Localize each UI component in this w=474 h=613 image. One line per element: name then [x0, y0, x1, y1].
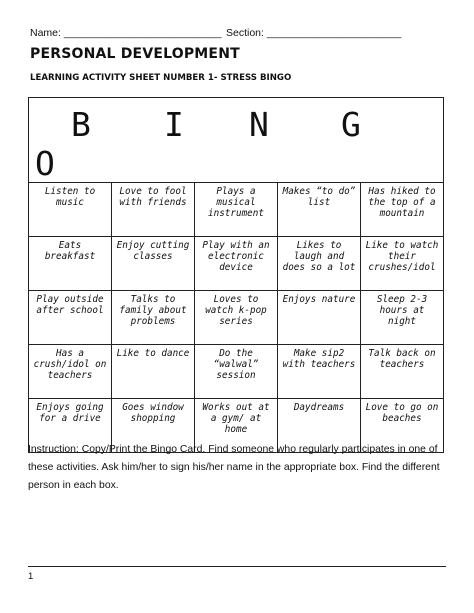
bingo-row: [29, 345, 444, 399]
bingo-cell-text: Love to fool with friends: [119, 186, 187, 208]
page-subtitle: LEARNING ACTIVITY SHEET NUMBER 1- STRESS BINGO: [30, 73, 292, 83]
bingo-cell-text: Plays a musical instrument: [208, 186, 264, 219]
bingo-cell-text: Talks to family about problems: [119, 294, 187, 327]
footer-divider: [28, 566, 446, 567]
bingo-cell-text: Listen to music: [44, 186, 96, 208]
bingo-cell[interactable]: [278, 237, 361, 291]
bingo-cell-text: Enjoys nature: [282, 294, 356, 305]
bingo-cell-text: Sleep 2-3 hours at night: [376, 294, 428, 327]
bingo-row: [29, 237, 444, 291]
bingo-cell[interactable]: [361, 183, 444, 237]
bingo-cell[interactable]: [29, 345, 112, 399]
bingo-cell-text: Has a crush/idol on teachers: [33, 348, 107, 381]
bingo-cell-text: Eats breakfast: [44, 240, 96, 262]
bingo-header: [29, 98, 444, 183]
bingo-cell-text: Play with an electronic device: [202, 240, 270, 273]
bingo-cell-text: Works out at a gym/ at home: [202, 402, 270, 435]
name-field: Name: ___________________________: [30, 27, 222, 39]
bingo-cell[interactable]: [195, 345, 278, 399]
bingo-cell[interactable]: [29, 183, 112, 237]
bingo-cell[interactable]: [195, 237, 278, 291]
bingo-cell-text: Makes “to do” list: [282, 186, 356, 208]
bingo-cell[interactable]: [112, 183, 195, 237]
bingo-cell-text: Like to watch their crushes/idol: [365, 240, 439, 273]
bingo-cell-text: Like to dance: [116, 348, 190, 359]
bingo-cell-text: Enjoys going for a drive: [36, 402, 104, 424]
bingo-cell-text: Do the “walwal” session: [213, 348, 259, 381]
bingo-cell[interactable]: [361, 345, 444, 399]
bingo-cell-text: Has hiked to the top of a mountain: [368, 186, 436, 219]
bingo-letter-o: O: [35, 144, 55, 183]
bingo-letter-b: B: [71, 105, 91, 144]
bingo-cell-text: Daydreams: [293, 402, 345, 413]
bingo-cell-text: Love to go on beaches: [365, 402, 439, 424]
bingo-cell[interactable]: [361, 291, 444, 345]
bingo-row: [29, 291, 444, 345]
bingo-cell[interactable]: [278, 291, 361, 345]
bingo-cell-text: Make sip2 with teachers: [282, 348, 356, 370]
bingo-cell[interactable]: [278, 345, 361, 399]
bingo-letter-g: G: [341, 105, 361, 144]
bingo-cell-text: Likes to laugh and does so a lot: [282, 240, 356, 273]
bingo-cell[interactable]: [29, 291, 112, 345]
bingo-cell[interactable]: [278, 183, 361, 237]
bingo-cell[interactable]: [195, 291, 278, 345]
bingo-cell[interactable]: [112, 345, 195, 399]
bingo-row: [29, 183, 444, 237]
bingo-cell-text: Goes window shopping: [122, 402, 184, 424]
bingo-cell[interactable]: [361, 237, 444, 291]
bingo-cell-text: Loves to watch k-pop series: [205, 294, 267, 327]
bingo-cell[interactable]: [195, 183, 278, 237]
page-title: PERSONAL DEVELOPMENT: [30, 46, 240, 62]
bingo-cell[interactable]: [29, 237, 112, 291]
bingo-card: [28, 97, 444, 453]
bingo-letter-i: I: [164, 105, 184, 144]
bingo-cell[interactable]: [112, 237, 195, 291]
bingo-cell[interactable]: [112, 291, 195, 345]
section-field: Section: _______________________: [226, 27, 402, 39]
bingo-cell-text: Enjoy cutting classes: [116, 240, 190, 262]
bingo-letter-n: N: [249, 105, 269, 144]
instruction-text: Instruction: Copy/Print the Bingo Card. Find someone who regularly participates in one of these activities. Ask him/her to sign his/her name in the appropriate box. Find the different person in each box.: [28, 444, 440, 491]
page-number: 1: [28, 571, 34, 582]
bingo-cell-text: Play outside after school: [36, 294, 104, 316]
header-fields: [30, 27, 450, 39]
bingo-cell-text: Talk back on teachers: [368, 348, 436, 370]
